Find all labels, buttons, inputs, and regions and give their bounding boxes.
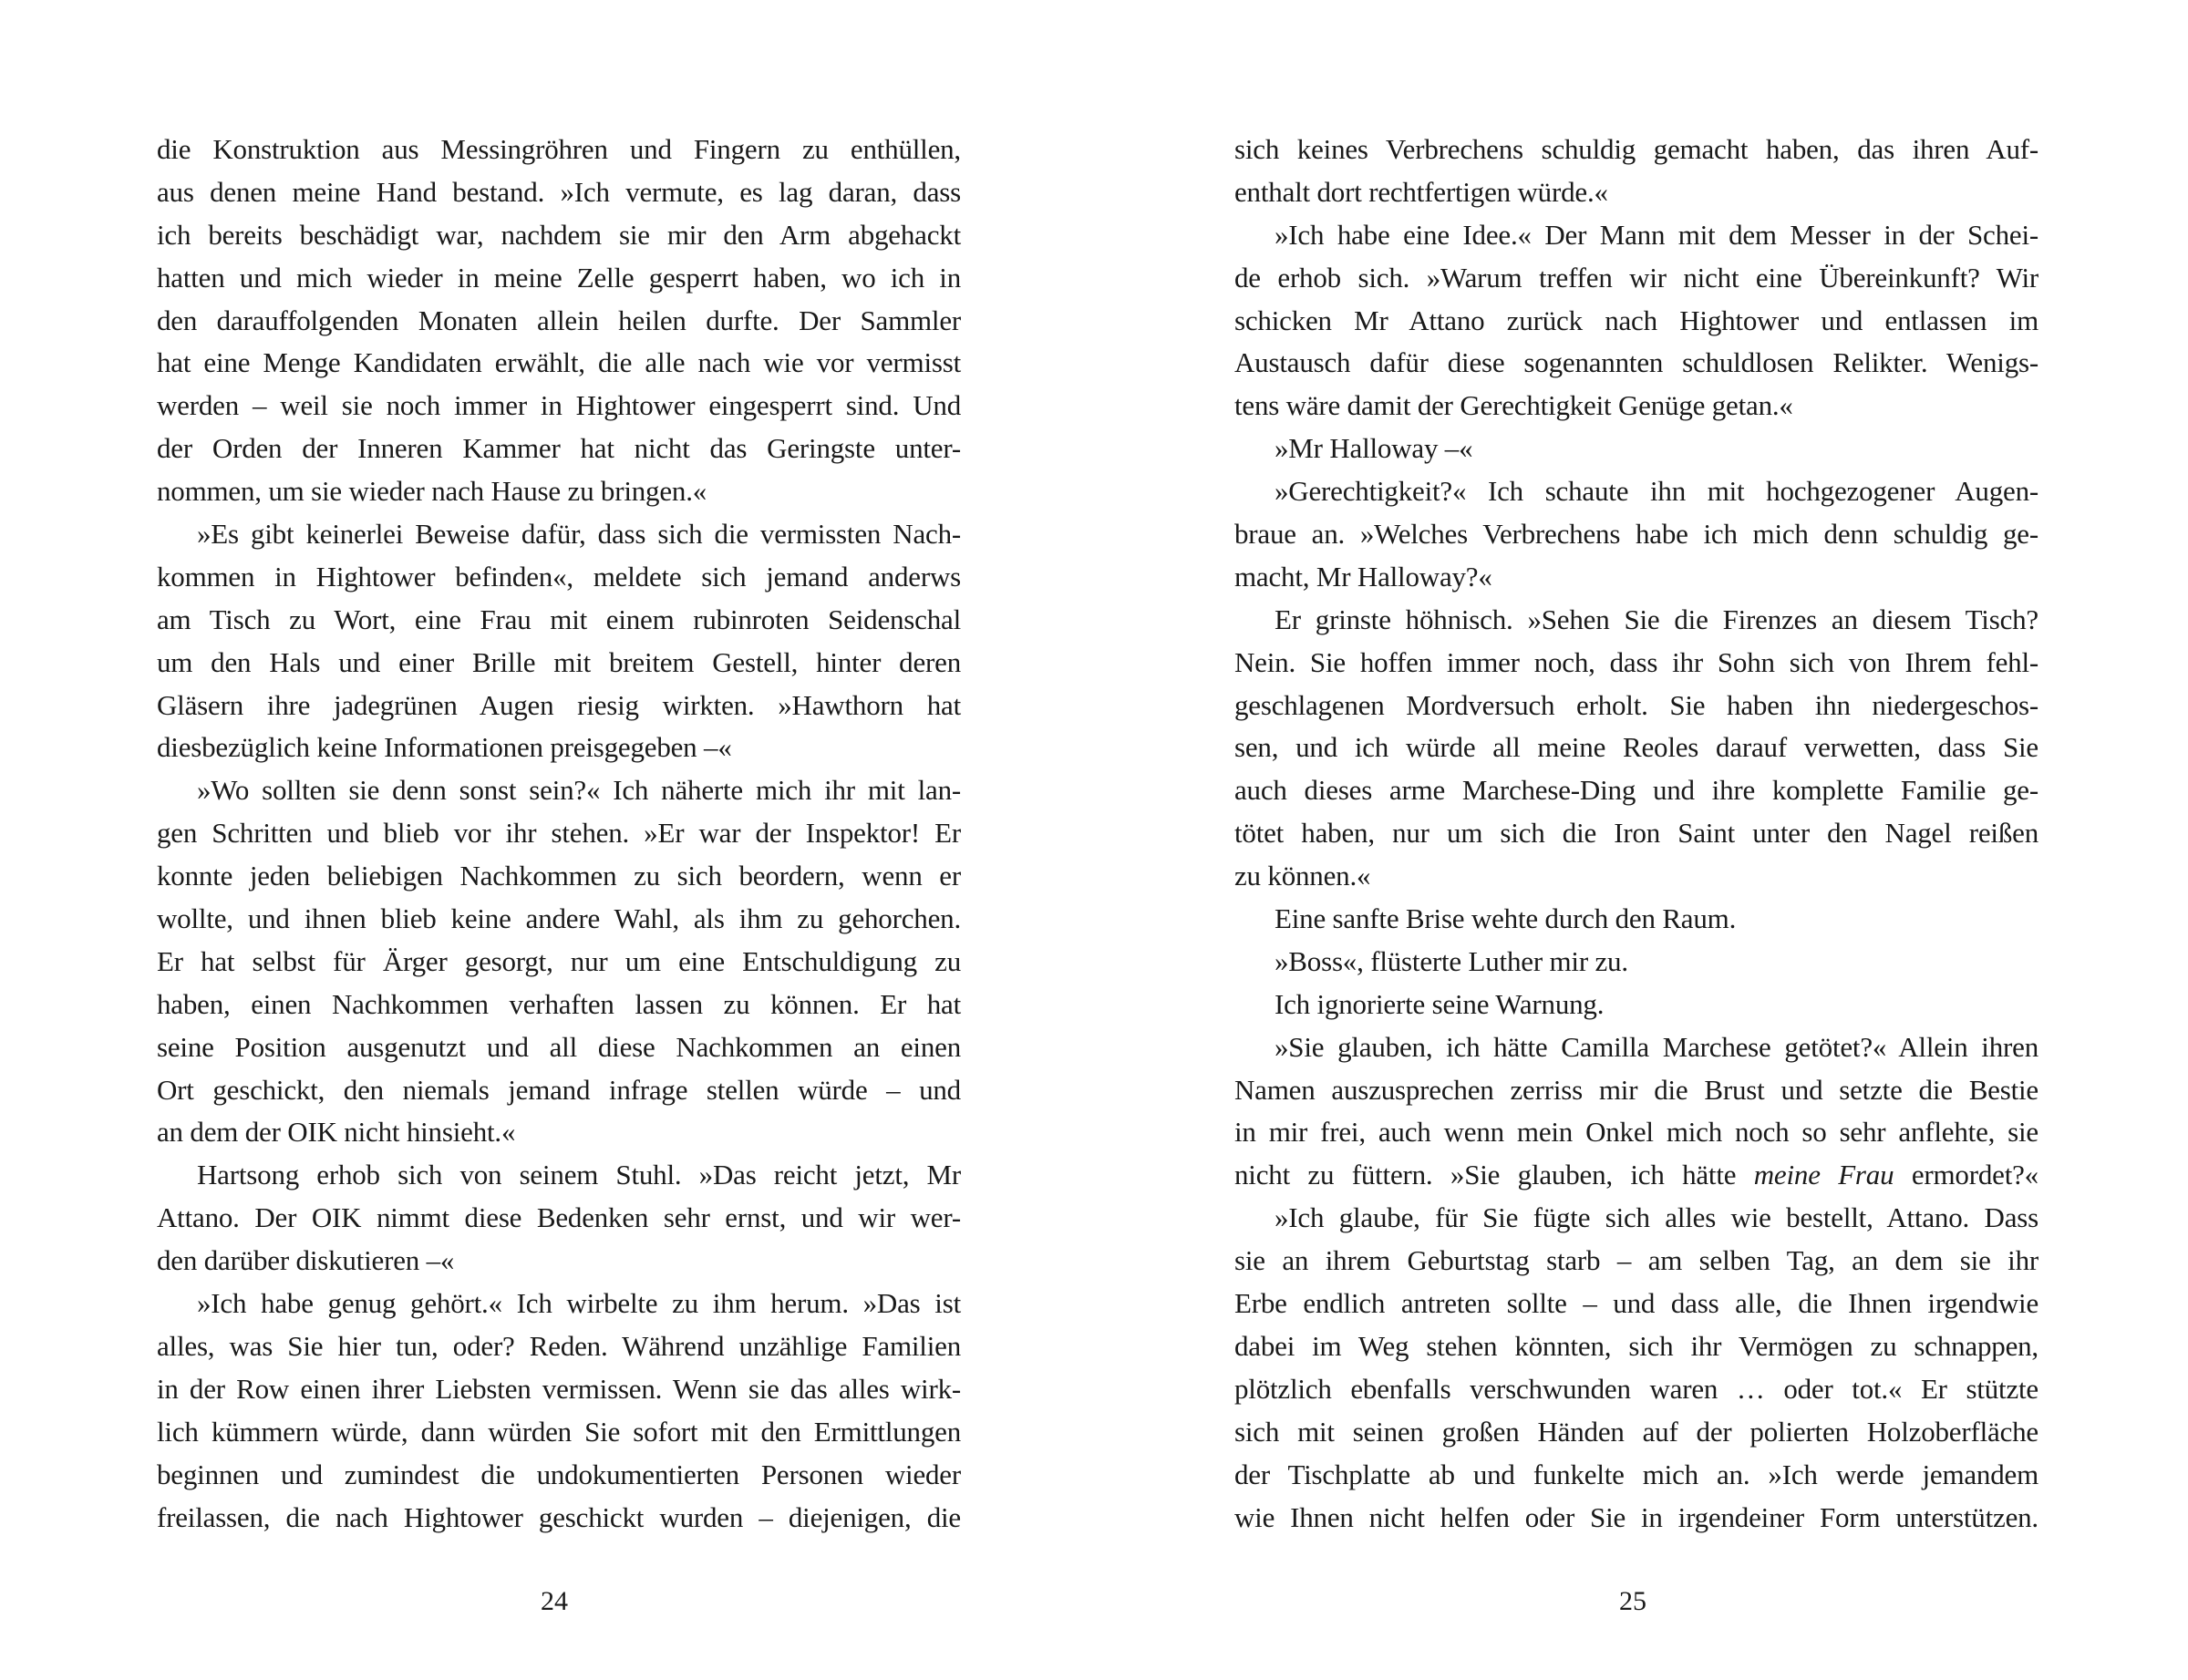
text-line	[1234, 129, 2038, 171]
text-line	[157, 214, 961, 257]
text-line-content: »Sie glauben, ich hätte Camilla Marchese getötet?« Allein ihren	[1275, 1030, 2038, 1063]
text-line	[157, 556, 961, 599]
text-line-content: gen Schritten und blieb vor ihr stehen. »Er war der Inspektor! Er	[157, 817, 961, 850]
text-line	[157, 898, 961, 941]
text-line	[157, 1497, 961, 1540]
text-line	[1234, 1240, 2038, 1283]
text-line-content: diesbezüglich keine Informationen preisgegeben –«	[157, 731, 732, 764]
text-line-content: schicken Mr Attano zurück nach Hightower und entlassen im	[1234, 304, 2038, 336]
text-line-content: Hartsong erhob sich von seinem Stuhl. »Das reicht jetzt, Mr	[197, 1159, 961, 1191]
text-line	[1234, 428, 2038, 470]
text-line	[157, 1197, 961, 1240]
text-line-content: lich kümmern würde, dann würden Sie sofort mit den Ermittlungen	[157, 1415, 961, 1448]
text-line-content: in der Row einen ihrer Liebsten vermissen. Wenn sie das alles wirk-	[157, 1372, 961, 1405]
text-line-content: geschlagenen Mordversuch erholt. Sie haben ihn niedergeschos-	[1234, 688, 2038, 721]
text-line	[157, 1069, 961, 1112]
text-line	[1234, 685, 2038, 727]
text-line-content: ich bereits beschädigt war, nachdem sie mir den Arm abgehackt	[157, 218, 961, 251]
text-line-content: nommen, um sie wieder nach Hause zu bringen.«	[157, 475, 707, 508]
text-line	[157, 428, 961, 470]
text-line-content: Er grinste höhnisch. »Sehen Sie die Firenzes an diesem Tisch?	[1275, 603, 2038, 635]
text-line-content: enthalt dort rechtfertigen würde.«	[1234, 175, 1608, 208]
text-line-content: »Mr Halloway –«	[1275, 432, 1473, 465]
text-line	[1234, 599, 2038, 642]
text-line-content: an dem der OIK nicht hinsieht.«	[157, 1116, 516, 1149]
text-line	[157, 941, 961, 984]
page-number-left: 24	[541, 1586, 568, 1616]
text-line	[157, 855, 961, 898]
text-line	[1234, 214, 2038, 257]
text-line	[157, 1411, 961, 1454]
text-line	[157, 257, 961, 300]
text-line	[157, 1111, 961, 1154]
text-line-content: nicht zu füttern. »Sie glauben, ich hätte	[1234, 1159, 1754, 1191]
text-line-content: sich mit seinen großen Händen auf der polierten Holzoberfläche	[1234, 1415, 2038, 1448]
text-line-content: der Orden der Inneren Kammer hat nicht das Geringste unter-	[157, 432, 961, 465]
text-line	[1234, 470, 2038, 513]
text-line	[1234, 1454, 2038, 1497]
text-line-content: hatten und mich wieder in meine Zelle gesperrt haben, wo ich in	[157, 261, 961, 294]
text-line-content: plötzlich ebenfalls verschwunden waren … oder tot.« Er stützte	[1234, 1372, 2038, 1405]
text-line-content: Erbe endlich antreten sollte – und dass alle, die Ihnen irgendwie	[1234, 1287, 2038, 1320]
text-line	[157, 1240, 961, 1283]
text-line	[157, 1325, 961, 1368]
text-line-content: Attano. Der OIK nimmt diese Bedenken sehr ernst, und wir wer-	[157, 1201, 961, 1234]
text-line	[1234, 300, 2038, 343]
text-line	[1234, 1069, 2038, 1112]
text-line	[1234, 1411, 2038, 1454]
text-line-content: haben, einen Nachkommen verhaften lassen zu können. Er hat	[157, 987, 961, 1020]
text-line-content: macht, Mr Halloway?«	[1234, 560, 1492, 593]
text-line	[157, 470, 961, 513]
left-page-text	[157, 129, 961, 1539]
text-line-content: seine Position ausgenutzt und all diese Nachkommen an einen	[157, 1030, 961, 1063]
text-line-content: zu können.«	[1234, 860, 1371, 892]
text-line-content: braue an. »Welches Verbrechens habe ich mich denn schuldig ge-	[1234, 518, 2038, 551]
text-line	[1234, 769, 2038, 812]
text-line-content: tens wäre damit der Gerechtigkeit Genüge getan.«	[1234, 389, 1793, 422]
text-line	[1234, 1325, 2038, 1368]
text-line-content: um den Hals und einer Brille mit breitem Gestell, hinter deren	[157, 645, 961, 678]
text-line-content: wie Ihnen nicht helfen oder Sie in irgendeiner Form unterstützen.	[1234, 1500, 2038, 1533]
text-line	[1234, 257, 2038, 300]
text-line-content: »Ich habe genug gehört.« Ich wirbelte zu ihm herum. »Das ist	[197, 1287, 961, 1320]
text-line-content: Ort geschickt, den niemals jemand infrage stellen würde – und	[157, 1073, 961, 1106]
text-line-content: sie an ihrem Geburtstag starb – am selben Tag, an dem sie ihr	[1234, 1244, 2038, 1277]
text-line	[1234, 1154, 2038, 1197]
text-line-content: den darauffolgenden Monaten allein heilen durfte. Der Sammler	[157, 304, 961, 336]
page-number-right: 25	[1619, 1586, 1646, 1616]
text-line-content: »Gerechtigkeit?« Ich schaute ihn mit hochgezogener Augen-	[1275, 475, 2038, 508]
text-line	[157, 984, 961, 1026]
text-line-content: Austausch dafür diese sogenannten schuldlosen Relikter. Wenigs-	[1234, 346, 2038, 379]
text-line-content: alles, was Sie hier tun, oder? Reden. Während unzählige Familien	[157, 1329, 961, 1362]
text-line-content: auch dieses arme Marchese-Ding und ihre komplette Familie ge-	[1234, 774, 2038, 807]
text-line	[1234, 812, 2038, 855]
text-line-content: Eine sanfte Brise wehte durch den Raum.	[1275, 902, 1737, 935]
text-line	[1234, 1197, 2038, 1240]
text-line	[1234, 513, 2038, 556]
text-line	[1234, 984, 2038, 1026]
emphasized-text: meine Frau	[1753, 1159, 1894, 1191]
text-line-continuation: ermordet?«	[1894, 1159, 2038, 1191]
text-line	[157, 1368, 961, 1411]
text-line-content: den darüber diskutieren –«	[157, 1244, 455, 1277]
text-line-content: kommen in Hightower befinden«, meldete sich jemand anderws	[157, 560, 961, 593]
text-line-content: aus denen meine Hand bestand. »Ich vermute, es lag daran, dass	[157, 175, 961, 208]
text-line-content: konnte jeden beliebigen Nachkommen zu sich beordern, wenn er	[157, 860, 961, 892]
text-line	[157, 812, 961, 855]
text-line-content: »Ich habe eine Idee.« Der Mann mit dem Messer in der Schei-	[1275, 218, 2038, 251]
text-line	[157, 599, 961, 642]
text-line	[1234, 642, 2038, 685]
text-line-content: freilassen, die nach Hightower geschickt wurden – diejenigen, die	[157, 1500, 961, 1533]
text-line-content: die Konstruktion aus Messingröhren und Fingern zu enthüllen,	[157, 133, 961, 165]
text-line	[1234, 385, 2038, 428]
text-line	[157, 1154, 961, 1197]
text-line-content: Er hat selbst für Ärger gesorgt, nur um eine Entschuldigung zu	[157, 944, 961, 977]
text-line	[1234, 727, 2038, 769]
text-line	[1234, 1283, 2038, 1325]
text-line-content: sich keines Verbrechens schuldig gemacht haben, das ihren Auf-	[1234, 133, 2038, 165]
text-line-content: hat eine Menge Kandidaten erwählt, die alle nach wie vor vermisst	[157, 346, 961, 379]
text-line	[157, 513, 961, 556]
text-line	[157, 727, 961, 769]
text-line	[157, 300, 961, 343]
text-line-content: Ich ignorierte seine Warnung.	[1275, 987, 1605, 1020]
text-line	[157, 129, 961, 171]
text-line-content: der Tischplatte ab und funkelte mich an. »Ich werde jemandem	[1234, 1458, 2038, 1490]
text-line	[1234, 1368, 2038, 1411]
text-line	[1234, 1497, 2038, 1540]
text-line	[157, 769, 961, 812]
text-line	[157, 1026, 961, 1069]
text-line	[157, 385, 961, 428]
text-line-content: werden – weil sie noch immer in Hightower eingesperrt sind. Und	[157, 389, 961, 422]
text-line	[157, 1454, 961, 1497]
right-page-text	[1234, 129, 2038, 1539]
text-line	[157, 642, 961, 685]
text-line	[157, 342, 961, 385]
text-line	[1234, 342, 2038, 385]
text-line-content: am Tisch zu Wort, eine Frau mit einem rubinroten Seidenschal	[157, 603, 961, 635]
text-line	[1234, 1111, 2038, 1154]
text-line	[1234, 171, 2038, 214]
text-line-content: dabei im Weg stehen könnten, sich ihr Vermögen zu schnappen,	[1234, 1329, 2038, 1362]
text-line	[157, 685, 961, 727]
text-line	[1234, 898, 2038, 941]
text-line-content: Namen auszusprechen zerriss mir die Brust und setzte die Bestie	[1234, 1073, 2038, 1106]
text-line	[1234, 855, 2038, 898]
text-line	[1234, 941, 2038, 984]
text-line-content: »Boss«, flüsterte Luther mir zu.	[1275, 944, 1628, 977]
text-line	[157, 1283, 961, 1325]
text-line	[1234, 556, 2038, 599]
text-line-content: de erhob sich. »Warum treffen wir nicht eine Übereinkunft? Wir	[1234, 261, 2038, 294]
text-line-content: in mir frei, auch wenn mein Onkel mich noch so sehr anflehte, sie	[1234, 1116, 2038, 1149]
text-line-content: »Ich glaube, für Sie fügte sich alles wie bestellt, Attano. Dass	[1275, 1201, 2038, 1234]
text-line-content: Gläsern ihre jadegrünen Augen riesig wirkten. »Hawthorn hat	[157, 688, 961, 721]
right-page	[1094, 0, 2188, 1680]
text-line	[1234, 1026, 2038, 1069]
text-line	[157, 171, 961, 214]
text-line-content: Nein. Sie hoffen immer noch, dass ihr Sohn sich von Ihrem fehl-	[1234, 645, 2038, 678]
text-line-content: tötet haben, nur um sich die Iron Saint unter den Nagel reißen	[1234, 817, 2038, 850]
text-line-content: sen, und ich würde all meine Reoles darauf verwetten, dass Sie	[1234, 731, 2038, 764]
text-line-content: »Es gibt keinerlei Beweise dafür, dass sich die vermissten Nach-	[197, 518, 961, 551]
text-line-content: »Wo sollten sie denn sonst sein?« Ich näherte mich ihr mit lan-	[197, 774, 961, 807]
text-line-content: wollte, und ihnen blieb keine andere Wahl, als ihm zu gehorchen.	[157, 902, 961, 935]
text-line-content: beginnen und zumindest die undokumentierten Personen wieder	[157, 1458, 961, 1490]
